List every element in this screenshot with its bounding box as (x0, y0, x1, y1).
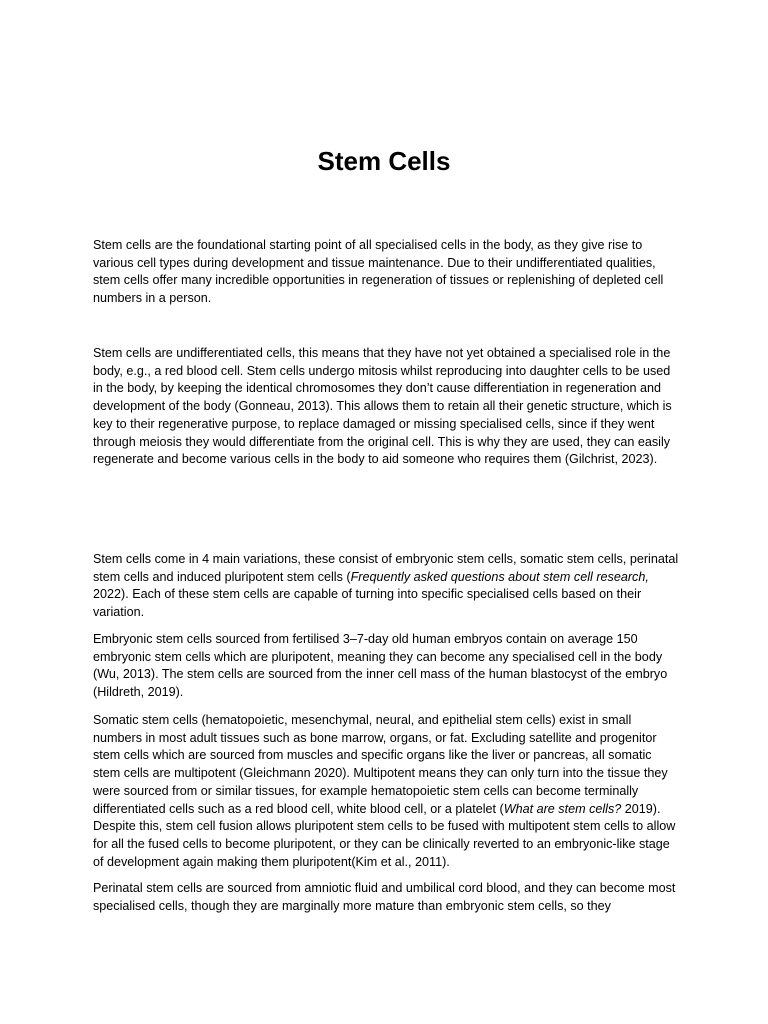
document-title: Stem Cells (317, 146, 451, 176)
paragraph-text: 2022). Each of these stem cells are capable of turning into specific specialised cells based on their variation. (93, 587, 642, 620)
paragraph-text: 2019). Despite this, stem cell fusion allows pluripotent stem cells to be fused with multipotent stem cells to allow for all the fused cells to become pluripotent, or they can be clinically reverted to an embryonic-like stage of development again making them pluripotent(Kim et al., 2011). (93, 801, 676, 869)
citation-title: Frequently asked questions about stem cell research, (350, 569, 649, 584)
paragraph-perinatal-stem-cells: Perinatal stem cells are sourced from amniotic fluid and umbilical cord blood, and they can become most specialised cells, though they are marginally more mature than embryonic stem cells, so they (93, 881, 676, 913)
paragraph-text: Stem cells come in 4 main variations, these consist of embryonic stem cells, somatic stem cells, perinatal stem cells and induced pluripotent stem cells ( (93, 552, 679, 584)
citation-title: What are stem cells? (503, 801, 622, 816)
paragraph-somatic-stem-cells (93, 712, 679, 871)
paragraph-stem-cell-variations (93, 551, 679, 622)
paragraph-text: Somatic stem cells (hematopoietic, mesenchymal, neural, and epithelial stem cells) exist in small numbers in most adult tissues such as bone marrow, organs, or fat. Excluding satellite and progenitor stem cells which are sourced from muscles and specific organs like the liver or pancreas, all somatic stem cells are multipotent (Gleichmann 2020). Multipotent means they can only turn into the tissue they were sourced from or similar tissues, for example hematopoietic stem cells can become terminally differentiated cells such as a red blood cell, white blood cell, or a platelet ( (93, 713, 668, 816)
paragraph-undifferentiated-cells: Stem cells are undifferentiated cells, this means that they have not yet obtained a specialised role in the body, e.g., a red blood cell. Stem cells undergo mitosis whilst reproducing into daughter cells to be used in the body, by keeping the identical chromosomes they don’t cause differentiation in regeneration and development of the body (Gonneau, 2013). This allows them to retain all their genetic structure, which is key to their regenerative purpose, to replace damaged or missing specialised cells, since if they went through meiosis they would differentiate from the original cell. This is why they are used, they can easily regenerate and become various cells in the body to aid someone who requires them (Gilchrist, 2023). (93, 346, 672, 467)
paragraph-introduction: Stem cells are the foundational starting point of all specialised cells in the body, as they give rise to various cell types during development and tissue maintenance. Due to their undifferentiated qualities, stem cells offer many incredible opportunities in regeneration of tissues or replenishing of depleted cell numbers in a person. (93, 238, 664, 306)
paragraph-embryonic-stem-cells: Embryonic stem cells sourced from fertilised 3–7-day old human embryos contain on average 150 embryonic stem cells which are pluripotent, meaning they can become any specialised cell in the body (Wu, 2013). The stem cells are sourced from the inner cell mass of the human blastocyst of the embryo (Hildreth, 2019). (93, 632, 668, 700)
